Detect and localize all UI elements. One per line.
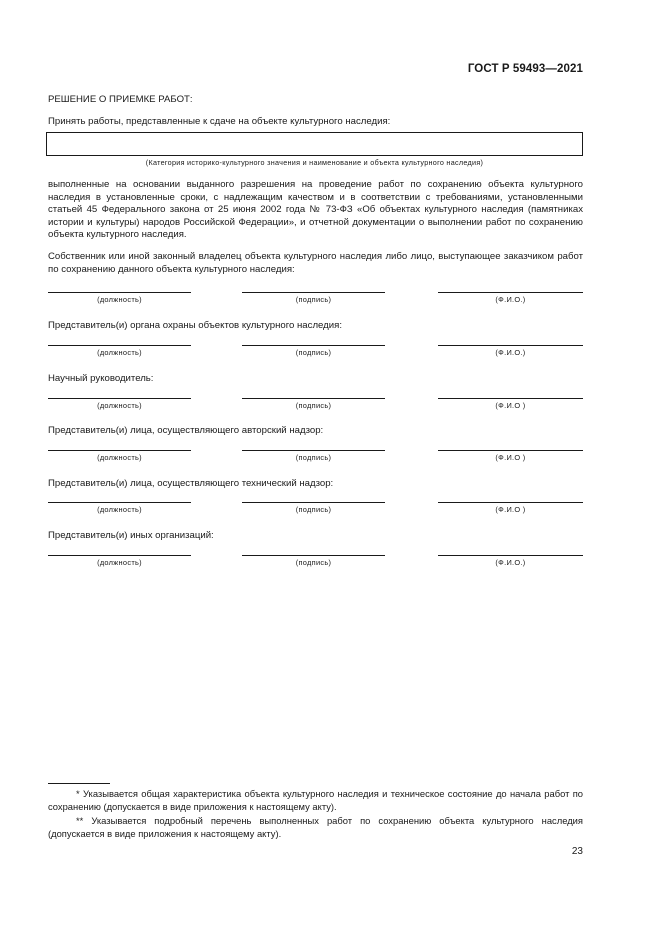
signature-block-label: Научный руководитель:	[48, 373, 154, 384]
name-caption: (Ф.И.О.)	[495, 348, 526, 357]
accept-works-text: Принять работы, представленные к сдаче на объекте культурного наследия:	[48, 116, 391, 127]
position-line[interactable]	[48, 345, 191, 346]
footnote-2: ** Указывается подробный перечень выполненных работ по сохранению объекта культурного наследия (допускается в виде приложения к настоящему акту).	[48, 815, 583, 839]
name-line[interactable]	[438, 398, 583, 399]
position-caption: (должность)	[97, 401, 142, 410]
page-number: 23	[571, 846, 583, 857]
name-caption: (Ф.И.О )	[495, 505, 526, 514]
object-name-field-caption: (Категория историко-культурного значения и наименование и объекта культурного наследия)	[145, 158, 484, 167]
completion-paragraph: выполненные на основании выданного разрешения на проведение работ по сохранению объекта культурного наследия в установленные сроки, с надлежащим качеством и в соответствии с требованиями, установленными статьей 45 Федерального закона от 25 июня 2002 года № 73-ФЗ «Об объектах культурного наследия (памятниках истории и культуры) народов Российской Федерации», и отчетной документации о выполнении работ по сохранению объекта культурного наследия.	[48, 179, 583, 241]
signature-block-label: Представитель(и) органа охраны объектов культурного наследия:	[48, 320, 342, 331]
signature-caption: (подпись)	[295, 453, 332, 462]
object-name-field[interactable]	[46, 132, 583, 156]
position-caption: (должность)	[97, 453, 142, 462]
name-line[interactable]	[438, 292, 583, 293]
signature-caption: (подпись)	[295, 558, 332, 567]
standard-number: ГОСТ Р 59493—2021	[467, 63, 583, 75]
position-caption: (должность)	[97, 558, 142, 567]
signature-line[interactable]	[242, 292, 385, 293]
position-caption: (должность)	[97, 348, 142, 357]
position-line[interactable]	[48, 292, 191, 293]
signature-block-label: Представитель(и) лица, осуществляющего авторский надзор:	[48, 425, 324, 436]
name-caption: (Ф.И.О )	[495, 401, 526, 410]
name-line[interactable]	[438, 345, 583, 346]
name-line[interactable]	[438, 555, 583, 556]
name-line[interactable]	[438, 450, 583, 451]
name-caption: (Ф.И.О )	[495, 453, 526, 462]
signature-caption: (подпись)	[295, 348, 332, 357]
decision-heading: РЕШЕНИЕ О ПРИЕМКЕ РАБОТ:	[48, 94, 193, 105]
name-line[interactable]	[438, 502, 583, 503]
footnote-divider	[48, 783, 110, 784]
name-caption: (Ф.И.О.)	[495, 558, 526, 567]
owner-paragraph: Собственник или иной законный владелец объекта культурного наследия либо лицо, выступающее заказчиком работ по сохранению данного объекта культурного наследия:	[48, 251, 583, 275]
signature-caption: (подпись)	[295, 295, 332, 304]
signature-caption: (подпись)	[295, 401, 332, 410]
name-caption: (Ф.И.О.)	[495, 295, 526, 304]
signature-line[interactable]	[242, 450, 385, 451]
signature-line[interactable]	[242, 398, 385, 399]
position-caption: (должность)	[97, 295, 142, 304]
position-line[interactable]	[48, 502, 191, 503]
footnote-1: * Указывается общая характеристика объекта культурного наследия и техническое состояние до начала работ по сохранению (допускается в виде приложения к настоящему акту).	[48, 788, 583, 812]
signature-caption: (подпись)	[295, 505, 332, 514]
position-line[interactable]	[48, 398, 191, 399]
position-line[interactable]	[48, 555, 191, 556]
position-line[interactable]	[48, 450, 191, 451]
signature-block-label: Представитель(и) иных организаций:	[48, 530, 214, 541]
position-caption: (должность)	[97, 505, 142, 514]
signature-line[interactable]	[242, 555, 385, 556]
signature-line[interactable]	[242, 345, 385, 346]
signature-line[interactable]	[242, 502, 385, 503]
signature-block-label: Представитель(и) лица, осуществляющего технический надзор:	[48, 478, 334, 489]
